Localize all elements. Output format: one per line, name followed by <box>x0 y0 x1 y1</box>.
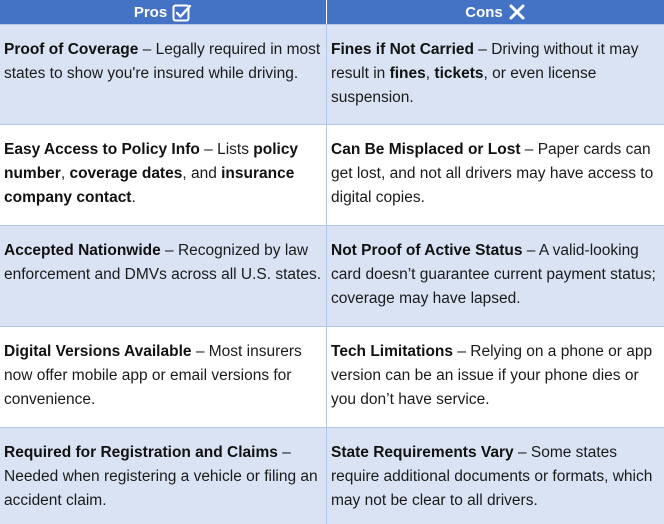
con-cell <box>327 24 664 124</box>
pro-title: Easy Access to Policy Info <box>4 141 200 158</box>
pro-bold-term: coverage dates <box>69 165 183 182</box>
con-title: Can Be Misplaced or Lost <box>331 141 521 158</box>
con-cell <box>327 124 664 225</box>
separator: – <box>160 242 178 259</box>
pro-bold-term: policy number <box>4 141 299 182</box>
pro-title: Required for Registration and Claims <box>4 444 278 461</box>
separator: – <box>473 41 492 58</box>
pro-cell <box>0 225 327 326</box>
con-title: Not Proof of Active Status <box>331 242 523 259</box>
con-text: Driving without it may result in <box>331 41 639 82</box>
con-cell <box>327 225 664 326</box>
pro-cell <box>0 326 327 427</box>
pro-text: Needed when registering a vehicle or filing an accident claim. <box>4 468 318 509</box>
checkbox-check-icon <box>172 3 192 22</box>
pro-text: Recognized by law enforcement and DMVs across all U.S. states. <box>4 242 322 283</box>
con-text: , <box>425 65 435 82</box>
separator: – <box>191 343 209 360</box>
separator: – <box>522 242 539 259</box>
pro-text: , <box>60 165 70 182</box>
separator: – <box>453 343 471 360</box>
con-text: A valid-looking card doesn’t guarantee current payment status; coverage may have lapsed. <box>331 242 656 307</box>
pro-cell <box>0 24 327 124</box>
pro-cell <box>0 124 327 225</box>
con-bold-term: tickets <box>434 65 484 82</box>
pro-text: Legally required in most states to show you're insured while driving. <box>4 41 321 82</box>
pro-text: Lists <box>217 141 254 158</box>
con-bold-term: fines <box>389 65 426 82</box>
x-mark-icon <box>508 3 526 21</box>
con-text: Relying on a phone or app version can be an issue if your phone dies or you don’t have service. <box>331 343 653 408</box>
pros-header-label: Pros <box>133 3 168 21</box>
pro-text: Most insurers now offer mobile app or email versions for convenience. <box>4 343 302 408</box>
pro-text: , and <box>182 165 222 182</box>
pro-title: Digital Versions Available <box>4 343 192 360</box>
pro-bold-term: insurance company contact <box>4 165 295 206</box>
cons-header-label: Cons <box>465 3 503 21</box>
pro-title: Accepted Nationwide <box>4 242 161 259</box>
separator: – <box>277 444 291 461</box>
separator: – <box>513 444 531 461</box>
con-text: Paper cards can get lost, and not all drivers may have access to digital copies. <box>331 141 654 206</box>
con-text: , or even license suspension. <box>331 65 597 106</box>
separator: – <box>520 141 538 158</box>
con-text: Some states require additional documents or formats, which may not be clear to all drivers. <box>331 444 653 509</box>
pros-header <box>0 0 327 24</box>
cons-header <box>327 0 664 24</box>
pro-title: Proof of Coverage <box>4 41 139 58</box>
separator: – <box>138 41 156 58</box>
separator: – <box>199 141 218 158</box>
con-title: State Requirements Vary <box>331 444 514 461</box>
pro-text: . <box>131 189 136 206</box>
con-title: Fines if Not Carried <box>331 41 474 58</box>
con-title: Tech Limitations <box>331 343 454 360</box>
pro-cell <box>0 427 327 524</box>
con-cell <box>327 326 664 427</box>
con-cell <box>327 427 664 524</box>
